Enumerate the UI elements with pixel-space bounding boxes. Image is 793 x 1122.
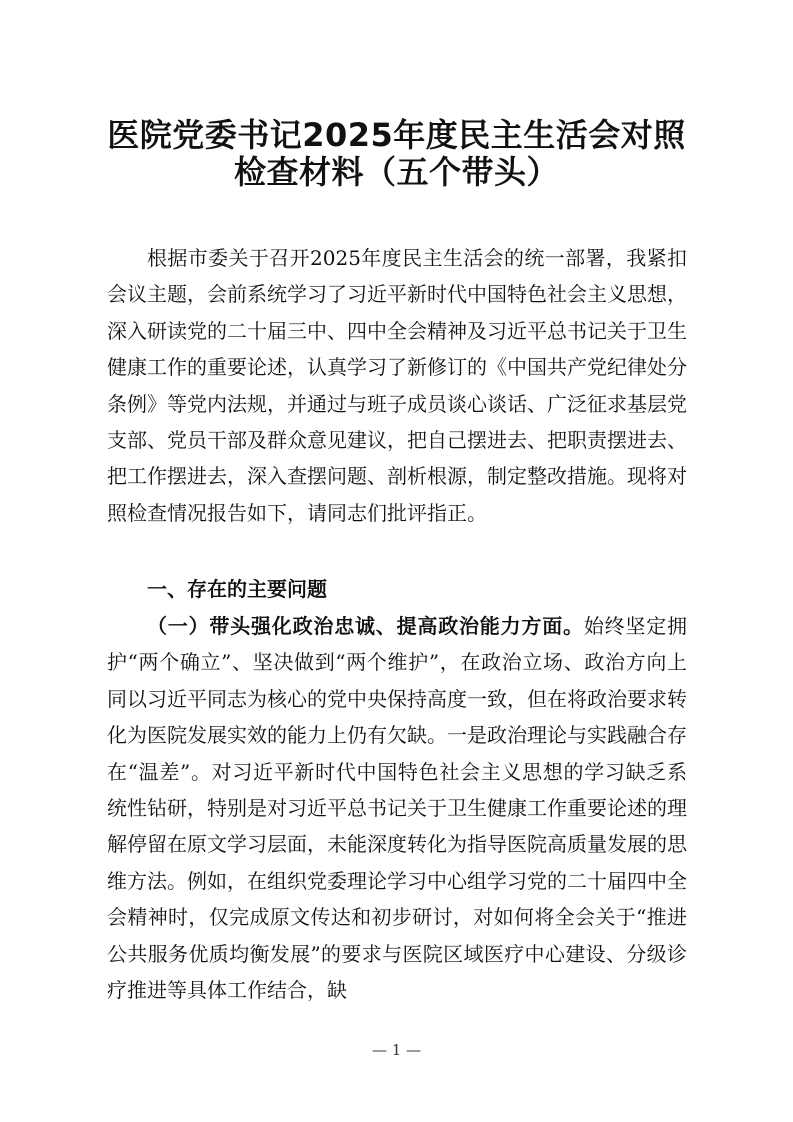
section-heading-problems: 一、存在的主要问题 — [147, 577, 327, 601]
document-title-line2: 检查材料（五个带头） — [233, 153, 559, 191]
intro-section — [107, 240, 687, 531]
page-number: — 1 — — [371, 1041, 422, 1059]
subsection-paragraph — [107, 608, 687, 1008]
document-title-line1: 医院党委书记2025年度民主生活会对照 — [107, 116, 686, 154]
intro-paragraph: 根据市委关于召开2025年度民主生活会的统一部署，我紧扣会议主题，会前系统学习了习近平新时代中国特色社会主义思想，深入研读党的二十届三中、四中全会精神及习近平总书记关于卫生健康工作的重要论述，认真学习了新修订的《中国共产党纪律处分条例》等党内法规，并通过与班子成员谈心谈话、广泛征求基层党支部、党员干部及群众意见建议，把自己摆进去、把职责摆进去、把工作摆进去，深入查摆问题、剖析根源，制定整改措施。现将对照检查情况报告如下，请同志们批评指正。 — [107, 246, 687, 525]
subsection-political-loyalty — [107, 608, 687, 1008]
subsection-body: 始终坚定拥护“两个确立”、坚决做到“两个维护”，在政治立场、政治方向上同以习近平同志为核心的党中央保持高度一致，但在将政治要求转化为医院发展实效的能力上仍有欠缺。一是政治理论与实践融合存在“温差”。对习近平新时代中国特色社会主义思想的学习缺乏系统性钻研，特别是对习近平总书记关于卫生健康工作重要论述的理解停留在原文学习层面，未能深度转化为指导医院高质量发展的思维方法。例如，在组织党委理论学习中心组学习党的二十届四中全会精神时，仅完成原文传达和初步研讨，对如何将全会关于“推进公共服务优质均衡发展”的要求与医院区域医疗中心建设、分级诊疗推进等具体工作结合，缺 — [107, 614, 688, 1003]
subsection-lead: （一）带头强化政治忠诚、提高政治能力方面。 — [147, 614, 584, 638]
